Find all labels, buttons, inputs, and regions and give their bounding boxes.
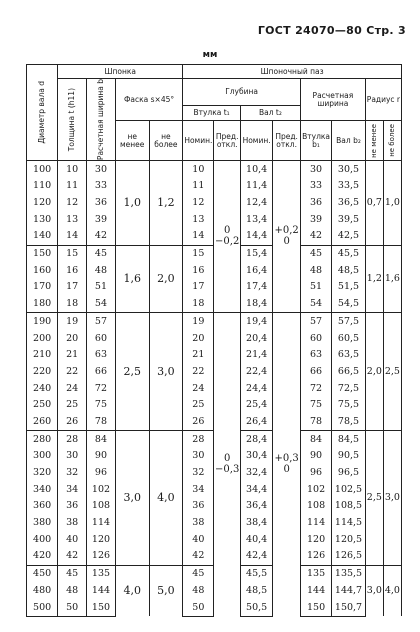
- cell-hub-nom: 50: [183, 599, 214, 616]
- cell-shaft-nom: 19,4: [240, 313, 272, 330]
- shaft-dev-upper: +0,3: [274, 453, 299, 465]
- cell-radius-max: 2,5: [383, 313, 401, 431]
- cell-hub-b1: 39: [300, 211, 331, 228]
- cell-hub-nom: 26: [183, 413, 214, 430]
- cell-hub-b1: 78: [300, 413, 331, 430]
- hub-dev-upper: 0: [223, 453, 231, 465]
- cell-shaft-b2: 78,5: [332, 413, 366, 430]
- cell-chamfer-min: 1,6: [115, 245, 149, 313]
- cell-chamfer-max: 2,0: [149, 245, 183, 313]
- cell-calc-width: 96: [87, 464, 116, 481]
- col-calc-width: Расчетная ширина b: [87, 79, 116, 161]
- cell-shaft-nom: 17,4: [240, 279, 272, 296]
- cell-shaft-diameter: 260: [27, 413, 58, 430]
- cell-shaft-diameter: 150: [27, 245, 58, 262]
- cell-shaft-b2: 72,5: [332, 380, 366, 397]
- cell-calc-width: 45: [87, 245, 116, 262]
- col-thickness: Толщина t (h11): [58, 79, 87, 161]
- cell-hub-nom: 21: [183, 347, 214, 364]
- cell-shaft-b2: 48,5: [332, 262, 366, 279]
- cell-shaft-dev: [273, 161, 301, 313]
- cell-thickness: 42: [58, 548, 87, 565]
- cell-hub-b1: 66: [300, 363, 331, 380]
- shaft-dev-lower: 0: [283, 235, 290, 247]
- cell-thickness: 36: [58, 498, 87, 515]
- cell-shaft-b2: 96,5: [332, 464, 366, 481]
- cell-hub-nom: 30: [183, 448, 214, 465]
- cell-shaft-diameter: 130: [27, 211, 58, 228]
- table-row: [27, 161, 402, 178]
- col-chamfer: Фаска s×45°: [115, 79, 182, 121]
- cell-shaft-diameter: 140: [27, 228, 58, 245]
- cell-chamfer-min: 2,5: [115, 313, 149, 431]
- col-shaft-nom: Номин.: [240, 121, 272, 161]
- cell-thickness: 25: [58, 397, 87, 414]
- cell-hub-dev: [214, 313, 240, 616]
- cell-calc-width: 60: [87, 330, 116, 347]
- cell-shaft-nom: 24,4: [240, 380, 272, 397]
- col-depth: Глубина: [183, 79, 301, 106]
- shaft-dev-lower: 0: [283, 463, 290, 475]
- cell-hub-nom: 40: [183, 531, 214, 548]
- cell-hub-nom: 48: [183, 582, 214, 599]
- cell-calc-width: 57: [87, 313, 116, 330]
- table-body: [27, 161, 402, 617]
- hub-dev-upper: 0: [223, 225, 231, 237]
- cell-shaft-nom: 22,4: [240, 363, 272, 380]
- cell-thickness: 10: [58, 161, 87, 178]
- cell-chamfer-min: 4,0: [115, 565, 149, 616]
- cell-shaft-nom: 48,5: [240, 582, 272, 599]
- cell-shaft-nom: 11,4: [240, 178, 272, 195]
- cell-thickness: 16: [58, 262, 87, 279]
- cell-shaft-nom: 36,4: [240, 498, 272, 515]
- cell-chamfer-max: 1,2: [149, 161, 183, 245]
- col-chamfer-max: не более: [149, 121, 183, 161]
- cell-shaft-b2: 108,5: [332, 498, 366, 515]
- hub-dev-lower: −0,2: [215, 235, 240, 247]
- cell-shaft-b2: 135,5: [332, 565, 366, 582]
- cell-shaft-diameter: 200: [27, 330, 58, 347]
- cell-chamfer-min: 3,0: [115, 431, 149, 566]
- cell-shaft-diameter: 480: [27, 582, 58, 599]
- cell-thickness: 38: [58, 515, 87, 532]
- cell-shaft-b2: 33,5: [332, 178, 366, 195]
- cell-shaft-diameter: 100: [27, 161, 58, 178]
- cell-hub-b1: 42: [300, 228, 331, 245]
- cell-chamfer-max: 5,0: [149, 565, 183, 616]
- cell-thickness: 18: [58, 296, 87, 313]
- cell-hub-b1: 102: [300, 481, 331, 498]
- cell-shaft-diameter: 320: [27, 464, 58, 481]
- cell-hub-b1: 144: [300, 582, 331, 599]
- cell-calc-width: 72: [87, 380, 116, 397]
- col-radius-min: не менее: [365, 121, 383, 161]
- col-hub-dev: Пред. откл.: [214, 121, 240, 161]
- cell-shaft-b2: 66,5: [332, 363, 366, 380]
- cell-calc-width: 78: [87, 413, 116, 430]
- cell-radius-min: 3,0: [365, 565, 383, 616]
- units-label: мм: [202, 50, 218, 60]
- cell-hub-b1: 63: [300, 347, 331, 364]
- cell-shaft-diameter: 190: [27, 313, 58, 330]
- cell-shaft-nom: 50,5: [240, 599, 272, 616]
- col-shaft-dev: Пред. откл.: [273, 121, 301, 161]
- cell-hub-b1: 54: [300, 296, 331, 313]
- cell-radius-max: 4,0: [383, 565, 401, 616]
- cell-shaft-b2: 54,5: [332, 296, 366, 313]
- cell-calc-width: 102: [87, 481, 116, 498]
- cell-calc-width: 75: [87, 397, 116, 414]
- cell-calc-width: 66: [87, 363, 116, 380]
- cell-hub-nom: 14: [183, 228, 214, 245]
- cell-shaft-b2: 39,5: [332, 211, 366, 228]
- col-chamfer-min: не менее: [115, 121, 149, 161]
- cell-hub-nom: 36: [183, 498, 214, 515]
- cell-shaft-nom: 28,4: [240, 431, 272, 448]
- cell-calc-width: 135: [87, 565, 116, 582]
- cell-shaft-diameter: 380: [27, 515, 58, 532]
- cell-thickness: 13: [58, 211, 87, 228]
- cell-thickness: 22: [58, 363, 87, 380]
- table-row: [27, 313, 402, 330]
- cell-shaft-dev: [273, 313, 301, 616]
- cell-shaft-b2: 36,5: [332, 194, 366, 211]
- cell-shaft-b2: 51,5: [332, 279, 366, 296]
- col-key: Шпонка: [58, 65, 183, 79]
- cell-hub-b1: 108: [300, 498, 331, 515]
- cell-hub-b1: 72: [300, 380, 331, 397]
- cell-hub-nom: 17: [183, 279, 214, 296]
- cell-thickness: 34: [58, 481, 87, 498]
- cell-hub-nom: 10: [183, 161, 214, 178]
- cell-radius-max: 1,0: [383, 161, 401, 245]
- cell-shaft-b2: 57,5: [332, 313, 366, 330]
- cell-shaft-diameter: 240: [27, 380, 58, 397]
- cell-hub-b1: 96: [300, 464, 331, 481]
- cell-thickness: 32: [58, 464, 87, 481]
- cell-hub-nom: 12: [183, 194, 214, 211]
- cell-shaft-diameter: 250: [27, 397, 58, 414]
- cell-shaft-nom: 34,4: [240, 481, 272, 498]
- cell-shaft-diameter: 300: [27, 448, 58, 465]
- cell-calc-width: 36: [87, 194, 116, 211]
- hub-dev-lower: −0,3: [215, 463, 240, 475]
- cell-shaft-diameter: 170: [27, 279, 58, 296]
- cell-hub-b1: 45: [300, 245, 331, 262]
- cell-shaft-diameter: 210: [27, 347, 58, 364]
- col-hub: Втулка t₁: [183, 106, 241, 121]
- cell-calc-width: 63: [87, 347, 116, 364]
- cell-radius-min: 1,2: [365, 245, 383, 313]
- cell-shaft-nom: 26,4: [240, 413, 272, 430]
- cell-thickness: 11: [58, 178, 87, 195]
- cell-hub-nom: 42: [183, 548, 214, 565]
- cell-shaft-nom: 21,4: [240, 347, 272, 364]
- cell-shaft-b2: 30,5: [332, 161, 366, 178]
- cell-thickness: 20: [58, 330, 87, 347]
- cell-shaft-b2: 63,5: [332, 347, 366, 364]
- cell-shaft-diameter: 220: [27, 363, 58, 380]
- col-calc-width-keyway: Расчетная ширина: [300, 79, 365, 121]
- cell-calc-width: 150: [87, 599, 116, 616]
- cell-radius-max: 1,6: [383, 245, 401, 313]
- cell-shaft-diameter: 360: [27, 498, 58, 515]
- cell-calc-width: 30: [87, 161, 116, 178]
- cell-thickness: 48: [58, 582, 87, 599]
- cell-hub-b1: 57: [300, 313, 331, 330]
- cell-chamfer-max: 3,0: [149, 313, 183, 431]
- cell-thickness: 19: [58, 313, 87, 330]
- cell-shaft-b2: 90,5: [332, 448, 366, 465]
- cell-hub-b1: 60: [300, 330, 331, 347]
- cell-hub-b1: 33: [300, 178, 331, 195]
- cell-hub-nom: 24: [183, 380, 214, 397]
- cell-calc-width: 48: [87, 262, 116, 279]
- cell-shaft-nom: 15,4: [240, 245, 272, 262]
- cell-radius-min: 2,5: [365, 431, 383, 566]
- cell-calc-width: 54: [87, 296, 116, 313]
- cell-shaft-nom: 13,4: [240, 211, 272, 228]
- cell-calc-width: 144: [87, 582, 116, 599]
- cell-shaft-nom: 30,4: [240, 448, 272, 465]
- cell-shaft-b2: 75,5: [332, 397, 366, 414]
- cell-calc-width: 126: [87, 548, 116, 565]
- col-radius: Радиус r: [365, 79, 401, 121]
- cell-thickness: 45: [58, 565, 87, 582]
- cell-thickness: 24: [58, 380, 87, 397]
- cell-shaft-nom: 20,4: [240, 330, 272, 347]
- cell-hub-nom: 18: [183, 296, 214, 313]
- shaft-dev-upper: +0,2: [274, 225, 299, 237]
- cell-shaft-nom: 32,4: [240, 464, 272, 481]
- cell-shaft-nom: 40,4: [240, 531, 272, 548]
- cell-shaft-b2: 114,5: [332, 515, 366, 532]
- cell-thickness: 50: [58, 599, 87, 616]
- cell-shaft-b2: 144,7: [332, 582, 366, 599]
- cell-shaft-diameter: 340: [27, 481, 58, 498]
- cell-hub-b1: 84: [300, 431, 331, 448]
- cell-radius-max: 3,0: [383, 431, 401, 566]
- cell-hub-nom: 19: [183, 313, 214, 330]
- cell-thickness: 28: [58, 431, 87, 448]
- cell-hub-nom: 45: [183, 565, 214, 582]
- cell-hub-nom: 15: [183, 245, 214, 262]
- cell-calc-width: 114: [87, 515, 116, 532]
- cell-shaft-b2: 150,7: [332, 599, 366, 616]
- cell-hub-nom: 28: [183, 431, 214, 448]
- cell-shaft-b2: 42,5: [332, 228, 366, 245]
- cell-hub-b1: 126: [300, 548, 331, 565]
- col-radius-max: не более: [383, 121, 401, 161]
- cell-calc-width: 33: [87, 178, 116, 195]
- cell-shaft-nom: 12,4: [240, 194, 272, 211]
- cell-radius-min: 2,0: [365, 313, 383, 431]
- cell-shaft-nom: 10,4: [240, 161, 272, 178]
- cell-hub-nom: 34: [183, 481, 214, 498]
- cell-shaft-diameter: 180: [27, 296, 58, 313]
- cell-thickness: 17: [58, 279, 87, 296]
- cell-shaft-nom: 16,4: [240, 262, 272, 279]
- cell-hub-b1: 120: [300, 531, 331, 548]
- key-dimensions-table: [26, 64, 402, 617]
- cell-hub-nom: 25: [183, 397, 214, 414]
- cell-shaft-nom: 38,4: [240, 515, 272, 532]
- cell-shaft-diameter: 420: [27, 548, 58, 565]
- cell-chamfer-max: 4,0: [149, 431, 183, 566]
- cell-hub-b1: 48: [300, 262, 331, 279]
- cell-shaft-diameter: 280: [27, 431, 58, 448]
- cell-chamfer-min: 1,0: [115, 161, 149, 245]
- cell-shaft-b2: 84,5: [332, 431, 366, 448]
- cell-hub-b1: 114: [300, 515, 331, 532]
- cell-shaft-diameter: 120: [27, 194, 58, 211]
- cell-shaft-b2: 126,5: [332, 548, 366, 565]
- cell-shaft-diameter: 110: [27, 178, 58, 195]
- cell-hub-b1: 51: [300, 279, 331, 296]
- cell-thickness: 21: [58, 347, 87, 364]
- cell-calc-width: 39: [87, 211, 116, 228]
- cell-shaft-diameter: 400: [27, 531, 58, 548]
- cell-hub-b1: 150: [300, 599, 331, 616]
- cell-hub-b1: 135: [300, 565, 331, 582]
- cell-thickness: 14: [58, 228, 87, 245]
- cell-shaft-nom: 42,4: [240, 548, 272, 565]
- cell-shaft-diameter: 500: [27, 599, 58, 616]
- cell-radius-min: 0,7: [365, 161, 383, 245]
- cell-hub-dev: [214, 161, 240, 313]
- cell-hub-nom: 13: [183, 211, 214, 228]
- cell-thickness: 40: [58, 531, 87, 548]
- col-shaft: Вал t₂: [240, 106, 300, 121]
- cell-calc-width: 51: [87, 279, 116, 296]
- cell-shaft-b2: 102,5: [332, 481, 366, 498]
- cell-calc-width: 42: [87, 228, 116, 245]
- cell-thickness: 12: [58, 194, 87, 211]
- cell-hub-b1: 90: [300, 448, 331, 465]
- cell-calc-width: 108: [87, 498, 116, 515]
- cell-hub-nom: 22: [183, 363, 214, 380]
- cell-calc-width: 84: [87, 431, 116, 448]
- cell-shaft-nom: 18,4: [240, 296, 272, 313]
- cell-shaft-b2: 60,5: [332, 330, 366, 347]
- col-keyway: Шпоночный паз: [183, 65, 402, 79]
- cell-hub-nom: 20: [183, 330, 214, 347]
- cell-thickness: 15: [58, 245, 87, 262]
- cell-shaft-nom: 25,4: [240, 397, 272, 414]
- col-hub-b1: Втулка b₁: [300, 121, 331, 161]
- col-shaft-diameter: Диаметр вала d: [27, 65, 58, 161]
- cell-hub-b1: 30: [300, 161, 331, 178]
- cell-shaft-b2: 45,5: [332, 245, 366, 262]
- cell-thickness: 26: [58, 413, 87, 430]
- cell-shaft-diameter: 160: [27, 262, 58, 279]
- col-shaft-b2: Вал b₂: [332, 121, 366, 161]
- cell-shaft-b2: 120,5: [332, 531, 366, 548]
- cell-shaft-nom: 45,5: [240, 565, 272, 582]
- cell-thickness: 30: [58, 448, 87, 465]
- col-hub-nom: Номин.: [183, 121, 214, 161]
- cell-shaft-nom: 14,4: [240, 228, 272, 245]
- cell-hub-nom: 11: [183, 178, 214, 195]
- cell-hub-nom: 38: [183, 515, 214, 532]
- cell-calc-width: 90: [87, 448, 116, 465]
- cell-calc-width: 120: [87, 531, 116, 548]
- cell-shaft-diameter: 450: [27, 565, 58, 582]
- cell-hub-nom: 32: [183, 464, 214, 481]
- cell-hub-nom: 16: [183, 262, 214, 279]
- cell-hub-b1: 75: [300, 397, 331, 414]
- page-header: ГОСТ 24070—80 Стр. 3: [257, 24, 406, 37]
- cell-hub-b1: 36: [300, 194, 331, 211]
